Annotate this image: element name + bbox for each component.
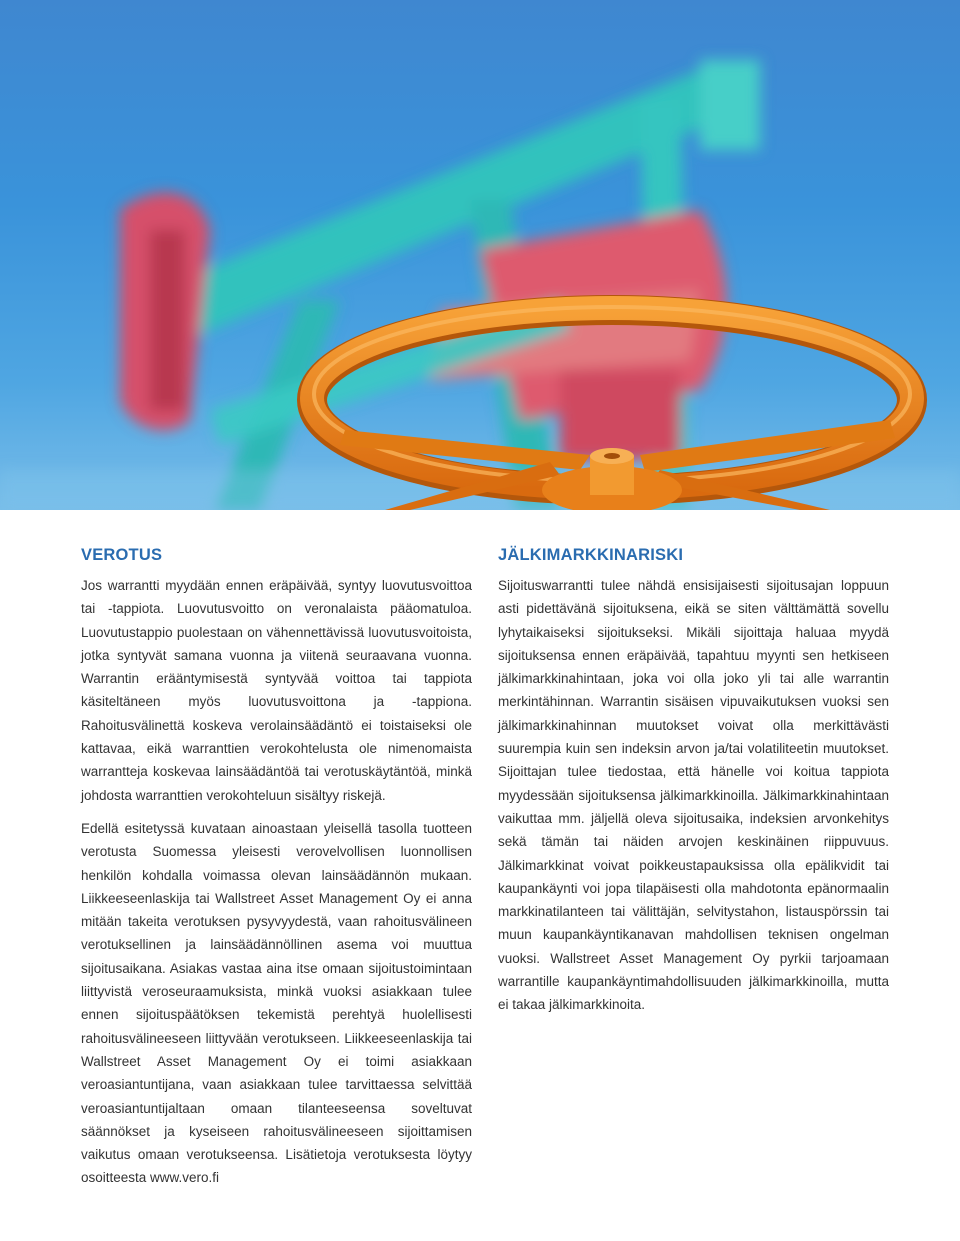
taxation-paragraph-2: Edellä esitetyssä kuvataan ainoastaan yleisellä tasolla tuotteen verotusta Suomessa yleisesti verovelvollisen luonnollisen henkilön kohdalla voimassa olevan lainsäädännön mukaan. Liikkeeseenlaskija tai Wallstreet Asset Management Oy ei anna mitään takeita verotuksen pysyvyydestä, vaan rahoitusvälineen verotuksellinen ja lainsäädännöllinen asema voi muuttua sijoitusaikana. Asiakas vastaa aina itse omaan sijoitustoimintaan liittyvistä veroseuraamuksista, minkä vuoksi asiakkaan tulee ennen sijoituspäätöksen tekemistä perehtyä huolellisesti rahoitusvälineeseen liittyvään verotukseen. Liikkeeseenlaskija tai Wallstreet Asset Management Oy ei toimi asiakkaan veroasiantuntijana, vaan asiakkaan tulee tarvittaessa selvittää veroasiantuntijaltaan omaan tilanteeseensa soveltuvat säännökset ja kyseiseen rahoitusvälineeseen sijoittamisen vaikutus omaan verotukseensa. Lisätietoja verotuksesta löytyy osoitteesta www.vero.fi	[81, 820, 472, 1186]
secondary-market-risk-paragraph: Sijoituswarrantti tulee nähdä ensisijaisesti sijoitusajan loppuun asti pidettävänä sijoituksena, eikä se siten välttämättä sovellu lyhytaikaiseksi sijoitukseksi. Mikäli sijoittaja haluaa myydä sijoituksensa ennen eräpäivää, tapahtuu myynti sen hetkiseen jälkimarkkinahintaan, joka voi olla joko yli tai alle warrantin merkintähinnan. Warrantin sisäisen vipuvaikutuksen vuoksi sen jälkimarkkinahinnan muutokset voivat olla merkittävästi suurempia kuin sen indeksin arvon ja/tai volatiliteetin muutokset. Sijoittajan tulee tiedostaa, että hänelle voi koitua tappiota myydessään sijoituksensa jälkimarkkinoilla. Jälkimarkkinahintaan vaikuttaa mm. jäljellä oleva sijoitusaika, indeksien arvonkehitys sekä tämän tai näiden arvojen keskinäinen riippuvuus. Jälkimarkkinat voivat poikkeustapauksissa olla epälikvidit tai kaupankäynti voi jopa tilapäisesti olla mahdotonta epänormaalin markkinatilanteen tai välittäjän, selvitystahon, listauspörssin tai muun kaupankäyntikanavan mahdollisen teknisen ongelman vuoksi. Wallstreet Asset Management Oy pyrkii tarjoamaan warrantille kaupankäyntimahdollisuuden jälkimarkkinoilla, mutta ei takaa jälkimarkkinoita.	[498, 578, 889, 1013]
secondary-market-risk-section	[498, 543, 889, 1017]
oil-pump-illustration	[0, 0, 960, 510]
hero-image	[0, 0, 960, 510]
taxation-heading: VEROTUS	[81, 546, 163, 564]
taxation-section	[81, 543, 472, 1190]
secondary-market-risk-heading: JÄLKIMARKKINARISKI	[498, 546, 684, 564]
taxation-paragraph-1: Jos warrantti myydään ennen eräpäivää, syntyy luovutusvoittoa tai -tappiota. Luovutusvoitto on veronalaista pääomatuloa. Luovutustappio puolestaan on vähennettävissä luovutusvoitoista, jotka syntyvät samana vuonna ja viitenä seuraavana vuonna. Warrantin erääntymisestä syntyvää voittoa tai tappiota käsiteltäneen myös luovutusvoittona ja -tappiona. Rahoitusvälinettä koskeva verolainsäädäntö ei toistaiseksi ole kattavaa, eikä warranttien verokohtelusta ole nimenomaista warrantteja koskevaa lainsäädäntöä tai verotuskäytäntöä, minkä johdosta warranttien verokohteluun sisältyy riskejä.	[81, 578, 472, 803]
